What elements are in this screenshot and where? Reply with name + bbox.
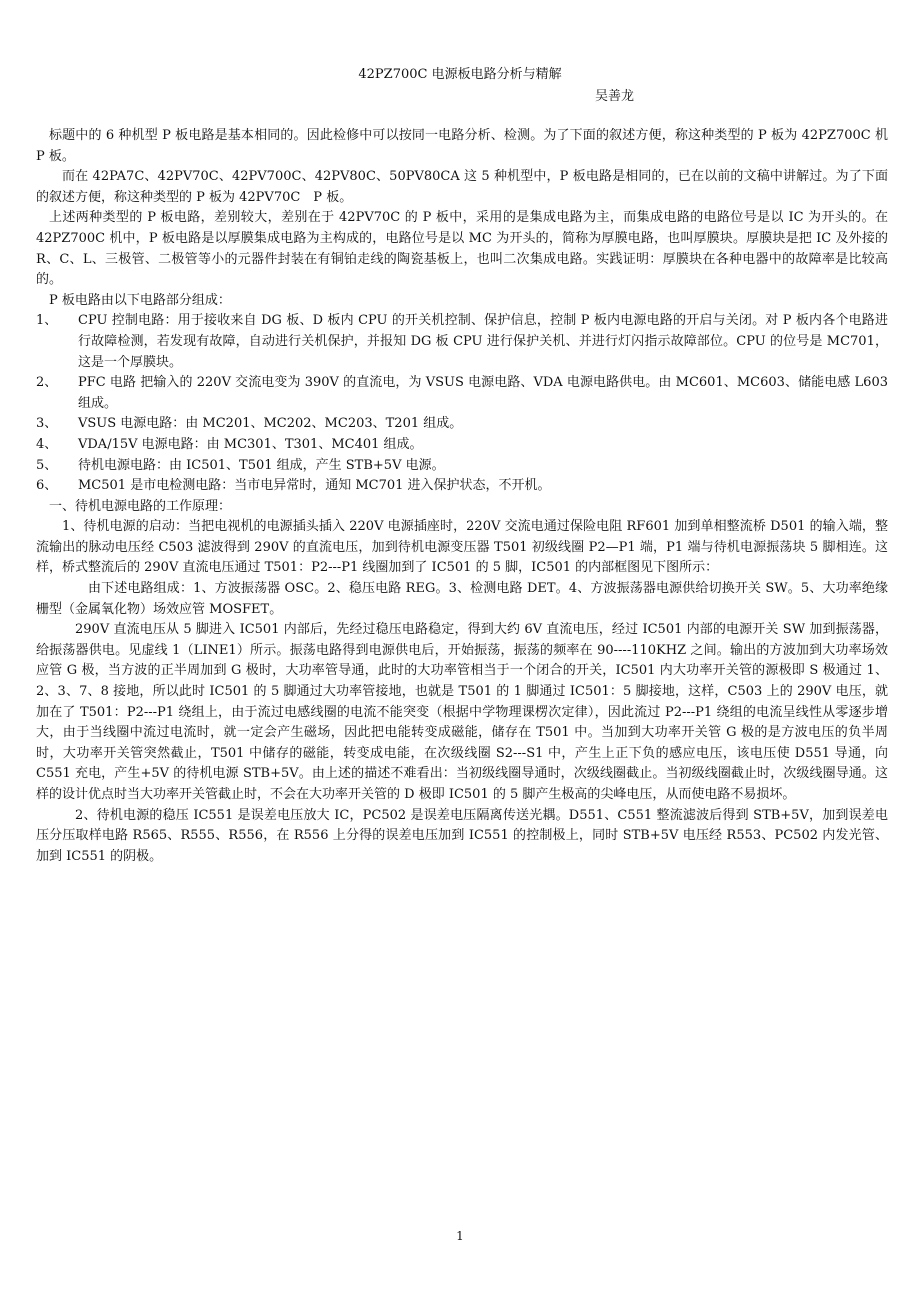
list-item-text: VDA/15V 电源电路：由 MC301、T301、MC401 组成。 (78, 436, 423, 452)
list-item (36, 476, 888, 497)
paragraph-intro: 标题中的 6 种机型 P 板电路是基本相同的。因此检修中可以按同一电路分析、检测。为了下面的叙述方便，称这种类型的 P 板为 42PZ700C 机 P 板。 (36, 128, 888, 164)
list-item (36, 311, 888, 373)
list-item (36, 373, 888, 414)
list-item-number: 1、 (36, 313, 58, 329)
paragraph-components-lead: P 板电路由以下电路部分组成： (49, 292, 231, 308)
list-item-number: 6、 (36, 478, 58, 494)
list-item-number: 5、 (36, 457, 58, 473)
paragraph-startup: 1、待机电源的启动：当把电视机的电源插头插入 220V 电源插座时，220V 交流电通过保险电阻 RF601 加到单相整流桥 D501 的输入端，整流输出的脉动电压经 C503 滤波得到 290V 的直流电压，加到待机电源变压器 T501 初级线圈 P2—P1 端，P1 端与待机电源振荡块 5 脚相连。这样，桥式整流后的 290V 直流电压通过 T501：P2---P1 线圈加到了 IC501 的 5 脚，IC501 的内部框图见下图所示： (36, 519, 888, 576)
list-item-text: 待机电源电路：由 IC501、T501 组成，产生 STB+5V 电源。 (78, 457, 445, 473)
list-item-text: VSUS 电源电路：由 MC201、MC202、MC203、T201 组成。 (78, 416, 463, 432)
list-item-number: 3、 (36, 416, 58, 432)
list-item (36, 456, 888, 477)
list-item-number: 2、 (36, 375, 58, 391)
document-title: 42PZ700C 电源板电路分析与精解 (358, 67, 562, 82)
list-item-text: MC501 是市电检测电路：当市电异常时，通知 MC701 进入保护状态，不开机。 (78, 478, 551, 494)
paragraph-regulation: 2、待机电源的稳压 IC551 是误差电压放大 IC，PC502 是误差电压隔离传送光耦。D551、C551 整流滤波后得到 STB+5V，加到误差电压分压取样电路 R565、R555、R556，在 R556 上分得的误差电压加到 IC551 的控制极上，同时 STB+5V 电压经 R553、PC502 内发光管、加到 IC551 的阴极。 (36, 807, 888, 864)
list-item-number: 4、 (36, 436, 58, 452)
paragraph-models: 而在 42PA7C、42PV70C、42PV700C、42PV80C、50PV80CA 这 5 种机型中，P 板电路是相同的，已在以前的文稿中讲解过。为了下面的叙述方便，称这种类型的 P 板为 42PV70C P 板。 (36, 169, 888, 205)
list-item-text: CPU 控制电路：用于接收来自 DG 板、D 板内 CPU 的开关机控制、保护信息，控制 P 板内电源电路的开启与关闭。对 P 板内各个电路进行故障检测，若发现有故障，自动进行关机保护，并报知 DG 板 CPU 进行保护关机、并进行灯闪指示故障部位。CPU 的位号是 MC701，这是一个厚膜块。 (78, 313, 888, 370)
list-item (36, 435, 888, 456)
paragraph-block-components: 由下述电路组成：1、方波振荡器 OSC。2、稳压电路 REG。3、检测电路 DET。4、方波振荡器电源供给切换开关 SW。5、大功率绝缘栅型（金属氧化物）场效应管 MOSFET。 (36, 581, 888, 617)
author-name: 吴善龙 (595, 89, 635, 104)
paragraph-operation: 290V 直流电压从 5 脚进入 IC501 内部后，先经过稳压电路稳定，得到大约 6V 直流电压，经过 IC501 内部的电源开关 SW 加到振荡器，给振荡器供电。见虚线 1（LINE1）所示。振荡电路得到电源供电后，开始振荡，振荡的频率在 90----110KHZ 之间。输出的方波加到大功率场效应管 G 极，当方波的正半周加到 G 极时，大功率管导通，此时的大功率管相当于一个闭合的开关，IC501 内大功率开关管的源极即 S 极通过 1、2、3、7、8 接地，所以此时 IC501 的 5 脚通过大功率管接地，也就是 T501 的 1 脚通过 IC501：5 脚接地，这样，C503 上的 290V 电压，就加在了 T501：P2---P1 绕组上，由于流过电感线圈的电流不能突变（根据中学物理课楞次定律），因此流过 P2---P1 绕组的电流呈线性从零逐步增大，由于当线圈中流过电流时，就一定会产生磁场，因此把电能转变成磁能，储存在 T501 中。当加到大功率开关管 G 极的是方波电压的负半周时，大功率开关管突然截止，T501 中储存的磁能，转变成电能，在次级线圈 S2---S1 中，产生上正下负的感应电压，该电压使 D551 导通，向 C551 充电，产生+5V 的待机电源 STB+5V。由上述的描述不难看出：当初级线圈导通时，次级线圈截止。当初级线圈截止时，次级线圈导通。这样的设计优点时当大功率开关管截止时，不会在大功率开关管的 D 极即 IC501 的 5 脚产生极高的尖峰电压，从而使电路不易损坏。 (36, 622, 888, 802)
page-number: 1 (456, 1229, 464, 1243)
list-item-text: PFC 电路 把输入的 220V 交流电变为 390V 的直流电，为 VSUS 电源电路、VDA 电源电路供电。由 MC601、MC603、储能电感 L603 组成。 (78, 375, 888, 411)
list-item (36, 414, 888, 435)
paragraph-comparison: 上述两种类型的 P 板电路，差别较大，差别在于 42PV70C 的 P 板中，采用的是集成电路为主，而集成电路的电路位号是以 IC 为开头的。在 42PZ700C 机中，P 板电路是以厚膜集成电路为主构成的，电路位号是以 MC 为开头的，简称为厚膜电路，也叫厚膜块。厚膜块是把 IC 及外接的 R、C、L、三极管、二极管等小的元器件封装在有铜铂走线的陶瓷基板上，也叫二次集成电路。实践证明：厚膜块在各种电器中的故障率是比较高的。 (36, 210, 888, 288)
document-body (36, 126, 888, 867)
section-heading: 一、待机电源电路的工作原理： (49, 498, 232, 514)
